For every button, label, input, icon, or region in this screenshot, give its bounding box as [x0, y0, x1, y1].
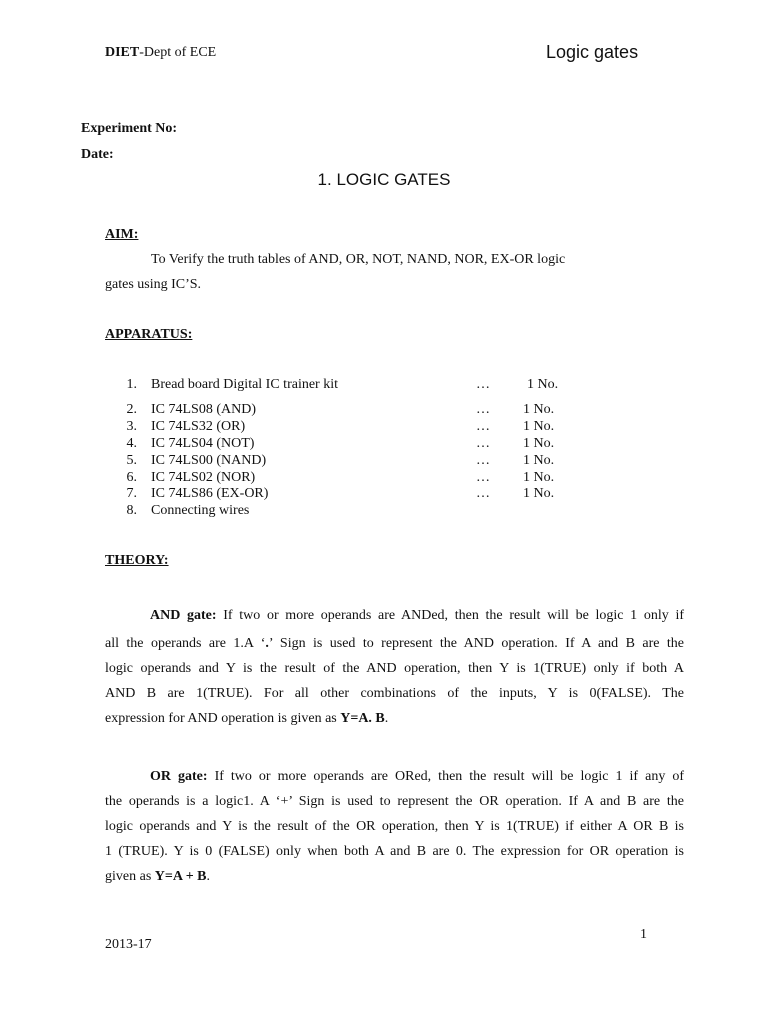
item-number: 3. [126, 419, 137, 434]
and-dot-symbol: . [265, 636, 269, 651]
and-gate-paragraph [105, 603, 684, 731]
or-gate-paragraph [105, 764, 684, 889]
apparatus-item [0, 503, 768, 519]
item-number: 8. [126, 503, 137, 518]
apparatus-item [0, 486, 768, 502]
or-line-5b: . [206, 869, 211, 884]
aim-heading: AIM: [105, 227, 139, 242]
item-name: IC 74LS02 (NOR) [151, 470, 256, 485]
item-number: 7. [126, 486, 137, 501]
and-line-5b: . [384, 711, 389, 726]
experiment-label: Experiment No: [81, 121, 178, 136]
or-line [105, 864, 684, 889]
theory-heading: THEORY: [105, 553, 169, 568]
and-line-2a: all the operands are 1.A ‘ [105, 636, 266, 651]
apparatus-item [0, 453, 768, 469]
apparatus-item [0, 419, 768, 435]
item-dots: … [476, 453, 490, 468]
item-qty: 1 No. [527, 377, 559, 392]
item-qty: 1 No. [523, 486, 555, 501]
item-dots: … [476, 419, 490, 434]
item-name: Connecting wires [151, 503, 250, 518]
or-line-4: 1 (TRUE). Y is 0 (FALSE) only when both A and B are 0. The expression for OR operation is [105, 844, 684, 859]
or-line-5a: given as [105, 869, 155, 884]
item-qty: 1 No. [523, 402, 555, 417]
header-org-rest: -Dept of ECE [139, 45, 217, 60]
or-gate-label: OR gate: [150, 769, 208, 784]
and-line [105, 706, 684, 731]
date-label: Date: [81, 147, 114, 162]
item-number: 5. [126, 453, 137, 468]
item-number: 1. [126, 377, 137, 392]
or-line-2: the operands is a logic1. A ‘+’ Sign is used to represent the OR operation. If A and B are the [105, 794, 684, 809]
item-dots: … [476, 470, 490, 485]
and-line-1: If two or more operands are ANDed, then the result will be logic 1 only if [216, 608, 684, 623]
item-name: IC 74LS04 (NOT) [151, 436, 255, 451]
and-line-5a: expression for AND operation is given as [105, 711, 341, 726]
item-number: 4. [126, 436, 137, 451]
page-number: 1 [640, 927, 647, 942]
item-dots: … [476, 486, 490, 501]
and-line-2b: ’ Sign is used to represent the AND operation. If A and B are the [268, 636, 684, 651]
apparatus-item [0, 377, 768, 393]
or-line [105, 764, 684, 789]
and-line [105, 631, 684, 656]
item-name: IC 74LS32 (OR) [151, 419, 246, 434]
item-name: IC 74LS86 (EX-OR) [151, 486, 269, 501]
item-dots: … [476, 436, 490, 451]
item-dots: … [476, 377, 490, 392]
apparatus-item [0, 402, 768, 418]
item-name: IC 74LS08 (AND) [151, 402, 256, 417]
or-line-3: logic operands and Y is the result of the OR operation, then Y is 1(TRUE) if either A OR B is [105, 819, 684, 834]
and-line [105, 603, 684, 628]
header-subject: Logic gates [546, 42, 639, 62]
item-qty: 1 No. [523, 470, 555, 485]
item-name: IC 74LS00 (NAND) [151, 453, 267, 468]
item-number: 6. [126, 470, 137, 485]
and-gate-label: AND gate: [150, 608, 217, 623]
page-title: 1. LOGIC GATES [317, 170, 451, 189]
apparatus-heading: APPARATUS: [105, 327, 193, 342]
header-org-bold: DIET [105, 45, 140, 60]
item-name: Bread board Digital IC trainer kit [151, 377, 338, 392]
item-qty: 1 No. [523, 436, 555, 451]
aim-line-2: gates using IC’S. [105, 277, 202, 292]
item-qty: 1 No. [523, 453, 555, 468]
and-line-4: AND B are 1(TRUE). For all other combinations of the inputs, Y is 0(FALSE). The [105, 686, 684, 701]
item-number: 2. [126, 402, 137, 417]
header-org [105, 45, 216, 61]
or-line-1: If two or more operands are ORed, then the result will be logic 1 if any of [207, 769, 684, 784]
footer-year: 2013-17 [105, 937, 152, 952]
and-expression: Y=A. B [340, 711, 385, 726]
and-line-3: logic operands and Y is the result of the AND operation, then Y is 1(TRUE) only if both A [105, 661, 684, 676]
aim-line-1: To Verify the truth tables of AND, OR, NOT, NAND, NOR, EX-OR logic [151, 252, 566, 267]
or-expression: Y=A + B [154, 869, 207, 884]
apparatus-item [0, 470, 768, 486]
item-dots: … [476, 402, 490, 417]
apparatus-item [0, 436, 768, 452]
item-qty: 1 No. [523, 419, 555, 434]
